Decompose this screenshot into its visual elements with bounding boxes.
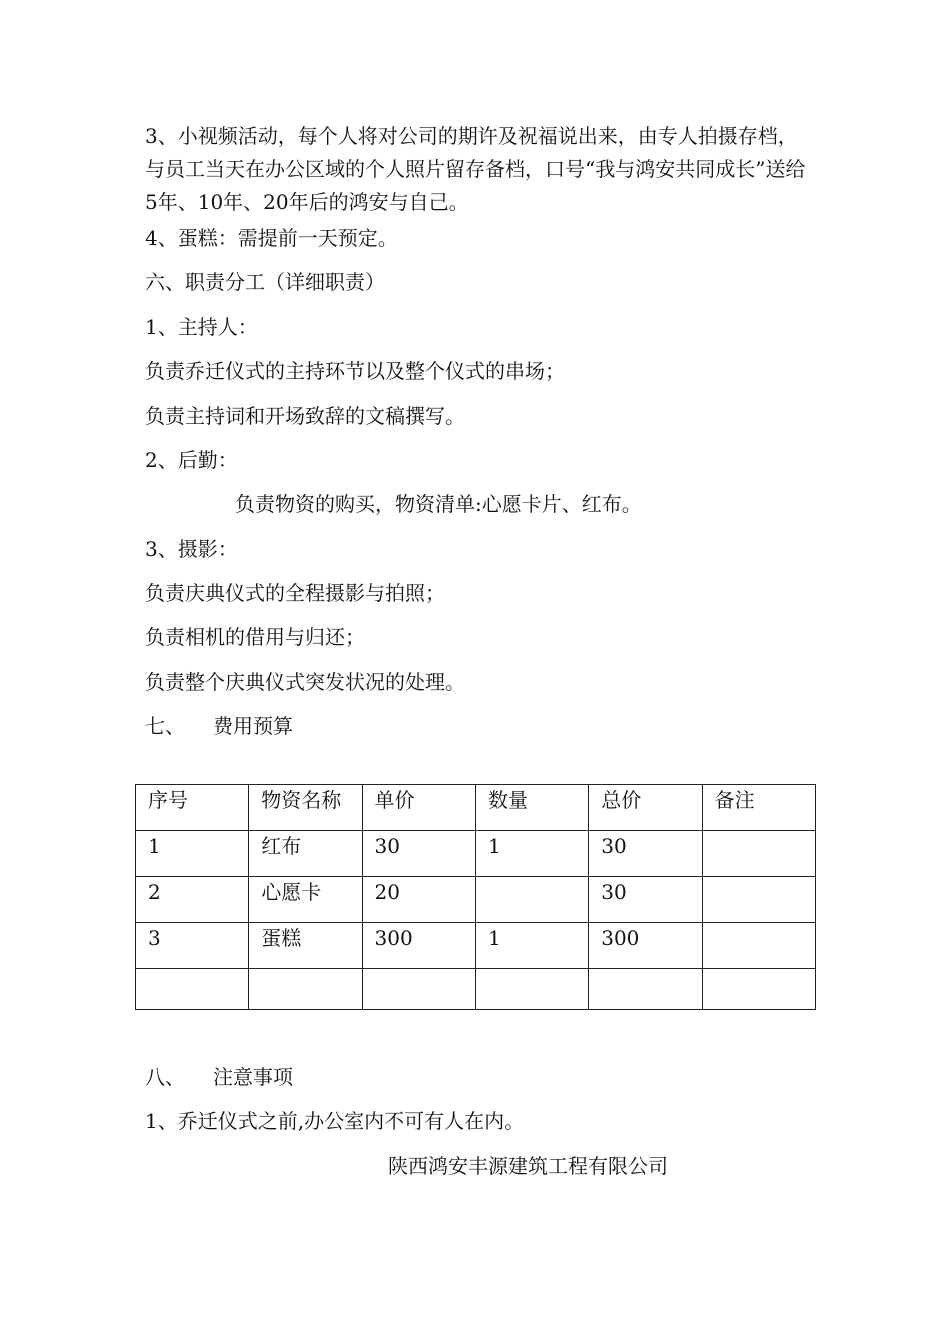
section7-heading [145, 710, 293, 743]
host-heading: 1、主持人： [145, 315, 258, 339]
table-cell: 3 [136, 923, 249, 969]
table-row [136, 877, 816, 923]
table-cell: 1 [475, 923, 588, 969]
table-row [136, 831, 816, 877]
table-cell: 蛋糕 [249, 923, 362, 969]
logistics-heading: 2、后勤： [145, 448, 238, 472]
header-cell-unit-price: 单价 [362, 785, 475, 831]
table-cell: 300 [589, 923, 702, 969]
host-duty-1: 负责乔迁仪式的主持环节以及整个仪式的串场； [145, 359, 565, 383]
table-cell: 20 [362, 877, 475, 923]
section6-heading: 六、职责分工（详细职责） [145, 270, 385, 294]
section8-number: 八、 [145, 1065, 185, 1089]
note-1: 1、乔迁仪式之前,办公室内不可有人在内。 [145, 1109, 525, 1133]
table-row [136, 923, 816, 969]
header-cell-quantity: 数量 [475, 785, 588, 831]
header-cell-remark: 备注 [702, 785, 815, 831]
photo-heading: 3、摄影： [145, 537, 238, 561]
table-cell [475, 969, 588, 1010]
section8-title: 注意事项 [213, 1065, 293, 1089]
table-cell [362, 969, 475, 1010]
photo-duty-3: 负责整个庆典仪式突发状况的处理。 [145, 670, 465, 694]
header-cell-item: 物资名称 [249, 785, 362, 831]
budget-table [135, 784, 816, 1010]
section7-number: 七、 [145, 714, 185, 738]
header-cell-total: 总价 [589, 785, 702, 831]
logistics-duty: 负责物资的购买，物资清单:心愿卡片、红布。 [235, 492, 642, 516]
table-row-empty [136, 969, 816, 1010]
table-cell: 2 [136, 877, 249, 923]
header-cell-index: 序号 [136, 785, 249, 831]
item-video-activity: 3、小视频活动，每个人将对公司的期许及祝福说出来，由专人拍摄存档，与员工当天在办公区域的个人照片留存备档，口号“我与鸿安共同成长”送给5年、10年、20年后的鸿安与自己。 [145, 124, 806, 214]
table-cell [589, 969, 702, 1010]
section8-heading [145, 1061, 293, 1094]
table-cell: 30 [362, 831, 475, 877]
item-cake: 4、蛋糕：需提前一天预定。 [145, 226, 398, 250]
table-cell [702, 877, 815, 923]
table-cell: 红布 [249, 831, 362, 877]
table-cell [702, 969, 815, 1010]
table-cell: 心愿卡 [249, 877, 362, 923]
table-cell: 300 [362, 923, 475, 969]
table-cell [702, 923, 815, 969]
table-cell: 1 [136, 831, 249, 877]
table-cell: 1 [475, 831, 588, 877]
table-header-row [136, 785, 816, 831]
table-cell [475, 877, 588, 923]
host-duty-2: 负责主持词和开场致辞的文稿撰写。 [145, 404, 465, 428]
table-cell: 30 [589, 877, 702, 923]
table-cell [249, 969, 362, 1010]
photo-duty-1: 负责庆典仪式的全程摄影与拍照； [145, 581, 445, 605]
section7-title: 费用预算 [213, 714, 293, 738]
table-cell: 30 [589, 831, 702, 877]
table-cell [702, 831, 815, 877]
photo-duty-2: 负责相机的借用与归还； [145, 625, 365, 649]
company-signature: 陕西鸿安丰源建筑工程有限公司 [388, 1154, 668, 1178]
table-cell [136, 969, 249, 1010]
